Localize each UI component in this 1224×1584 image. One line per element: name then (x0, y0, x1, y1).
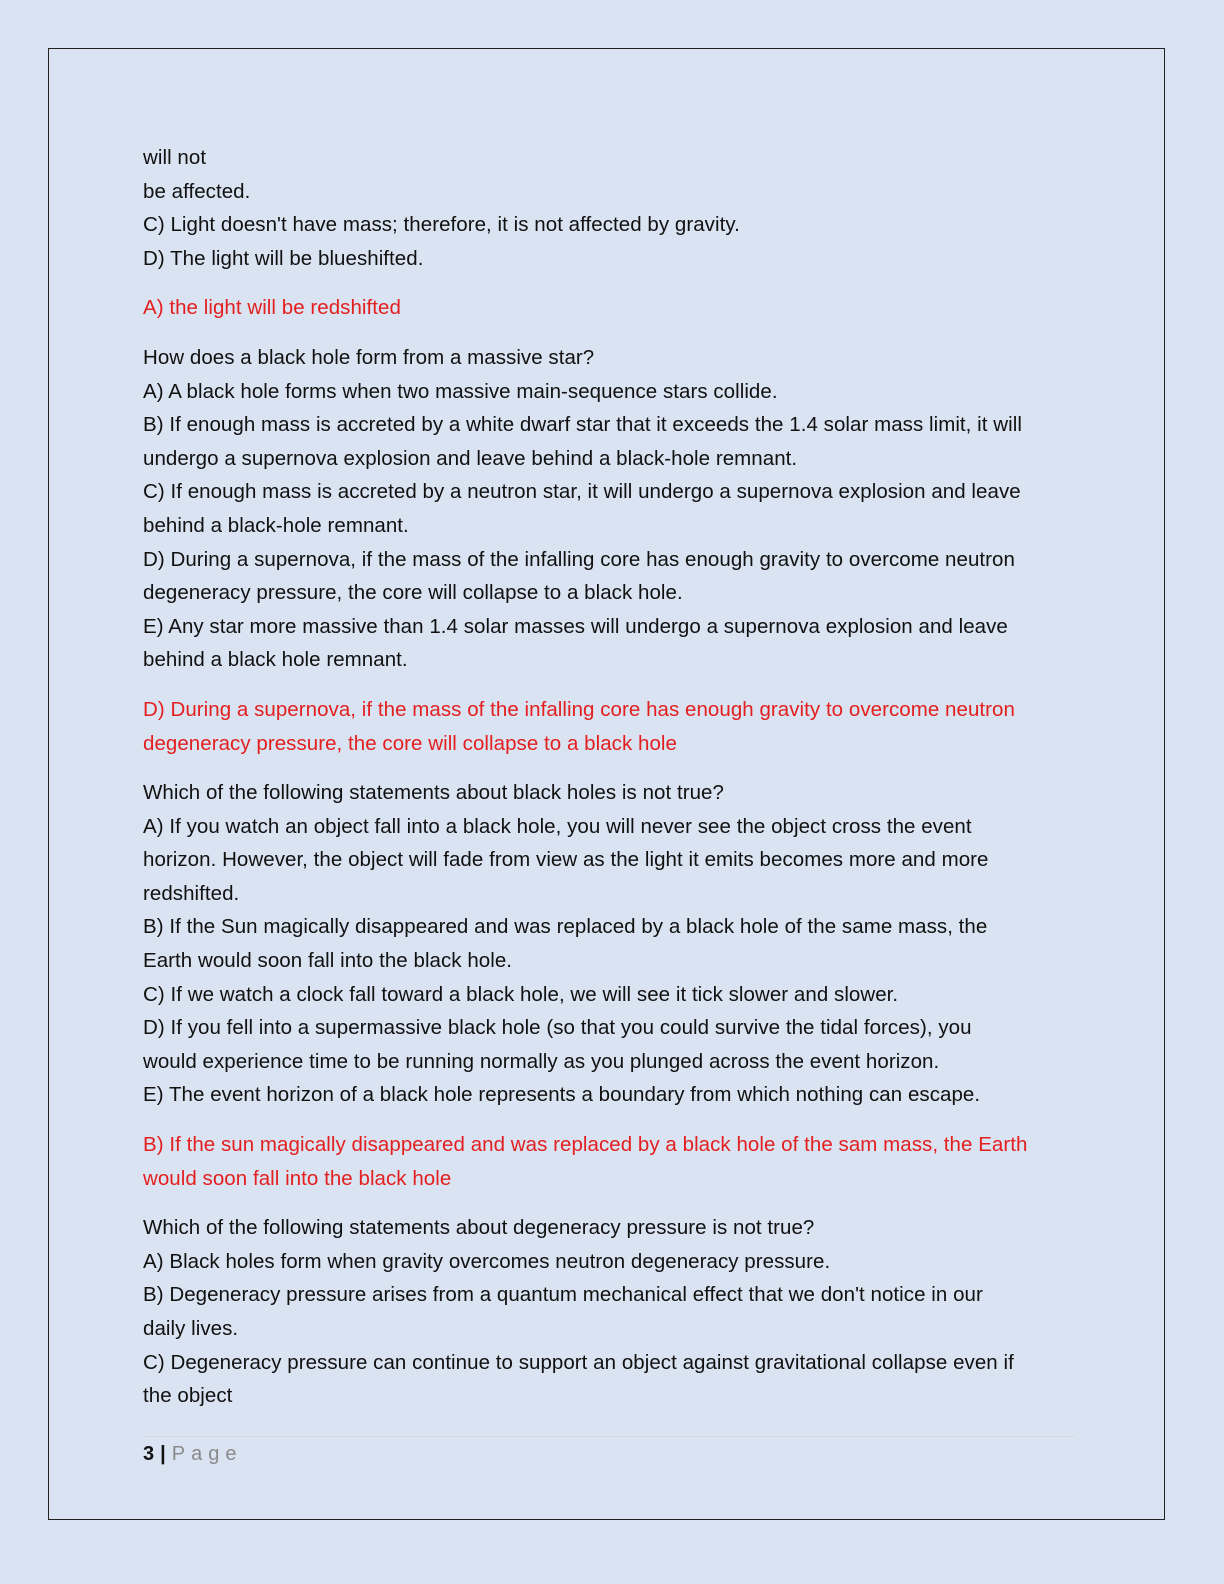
text-line: will not (143, 146, 207, 169)
page-label: Page (171, 1443, 243, 1465)
q4-option-b: B) Degeneracy pressure arises from a quantum mechanical effect that we don't notice in our (143, 1283, 983, 1307)
question-2: How does a black hole form from a massive star? (143, 345, 595, 369)
q3-option-b: B) If the Sun magically disappeared and was replaced by a black hole of the same mass, the (143, 915, 988, 939)
q2-option-d-cont: degeneracy pressure, the core will collapse to a black hole. (143, 581, 683, 605)
q2-option-b: B) If enough mass is accreted by a white dwarf star that it exceeds the 1.4 solar mass limit, it will (143, 413, 1022, 437)
answer-3-cont: would soon fall into the black hole (143, 1166, 452, 1190)
q3-option-a-cont: redshifted. (143, 881, 240, 905)
q2-option-d: D) During a supernova, if the mass of the infalling core has enough gravity to overcome neutron (143, 547, 1015, 571)
page-number: 3 (143, 1443, 155, 1465)
answer-2: D) During a supernova, if the mass of the infalling core has enough gravity to overcome neutron (143, 697, 1015, 721)
question-3: Which of the following statements about black holes is not true? (143, 781, 724, 805)
q2-option-a: A) A black hole forms when two massive main-sequence stars collide. (143, 379, 778, 403)
question-4: Which of the following statements about degeneracy pressure is not true? (143, 1216, 815, 1240)
footer-divider (143, 1436, 1075, 1437)
q3-option-a-cont: horizon. However, the object will fade from view as the light it emits becomes more and more (143, 848, 989, 872)
q3-option-b-cont: Earth would soon fall into the black hole. (143, 949, 513, 973)
option-d: D) The light will be blueshifted. (143, 246, 424, 270)
q3-option-d: D) If you fell into a supermassive black hole (so that you could survive the tidal forces), you (143, 1016, 972, 1040)
page-content (143, 141, 1083, 1413)
answer-1: A) the light will be redshifted (143, 296, 401, 320)
text-line: be affected. (143, 179, 251, 203)
q4-option-c-cont: the object (143, 1384, 233, 1408)
option-c: C) Light doesn't have mass; therefore, it is not affected by gravity. (143, 213, 740, 237)
q4-option-c: C) Degeneracy pressure can continue to support an object against gravitational collapse even if (143, 1350, 1014, 1374)
footer-separator: | (160, 1443, 166, 1465)
q3-option-c: C) If we watch a clock fall toward a black hole, we will see it tick slower and slower. (143, 982, 899, 1006)
q4-option-a: A) Black holes form when gravity overcomes neutron degeneracy pressure. (143, 1249, 831, 1273)
q2-option-c-cont: behind a black-hole remnant. (143, 513, 409, 537)
answer-2-cont: degeneracy pressure, the core will collapse to a black hole (143, 731, 677, 755)
q2-option-e-cont: behind a black hole remnant. (143, 648, 408, 672)
q3-option-a: A) If you watch an object fall into a black hole, you will never see the object cross the event (143, 814, 972, 838)
q3-option-e: E) The event horizon of a black hole represents a boundary from which nothing can escape. (143, 1083, 981, 1107)
page-footer (143, 1440, 242, 1468)
q2-option-e: E) Any star more massive than 1.4 solar masses will undergo a supernova explosion and leave (143, 614, 1008, 638)
answer-3: B) If the sun magically disappeared and was replaced by a black hole of the sam mass, the Earth (143, 1133, 1028, 1157)
q2-option-c: C) If enough mass is accreted by a neutron star, it will undergo a supernova explosion and leave (143, 480, 1021, 504)
q3-option-d-cont: would experience time to be running normally as you plunged across the event horizon. (143, 1049, 940, 1073)
q2-option-b-cont: undergo a supernova explosion and leave behind a black-hole remnant. (143, 446, 798, 470)
q4-option-b-cont: daily lives. (143, 1317, 239, 1340)
